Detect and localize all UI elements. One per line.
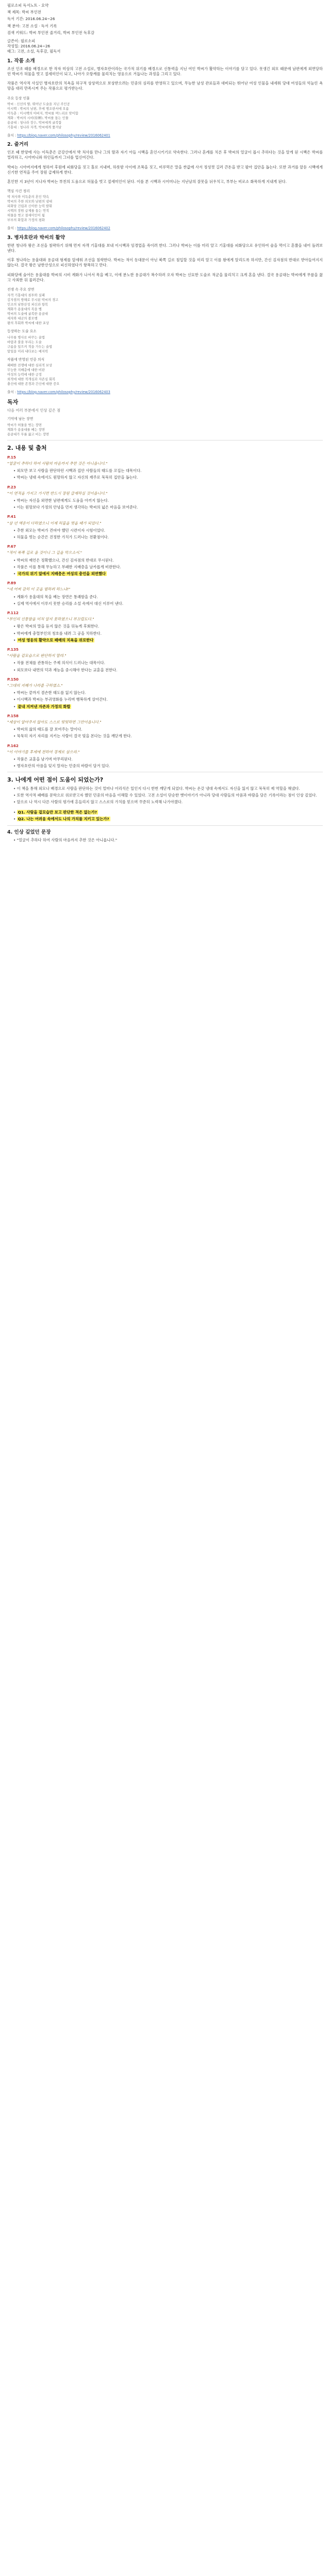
header-lines xyxy=(7,3,323,36)
intro-list-head: 주요 등장 인물 xyxy=(7,96,30,100)
list-item: 여성의 능력에 대한 긍정 xyxy=(7,372,42,377)
end-label: 4. 인상 깊었던 문장 xyxy=(7,829,51,835)
highlight-block xyxy=(7,544,323,577)
highlight-note: • 실제 역사에서 이루지 못한 승리를 소설 속에서 대신 이루어 낸다. xyxy=(13,601,323,606)
highlight-note: • 박씨는 자신을 외면한 남편에게도 도움을 아끼지 않는다. xyxy=(13,498,323,503)
divider xyxy=(7,825,323,826)
document-body xyxy=(0,0,330,860)
highlight-quote: "네 어찌 감히 이 곳을 범하려 하느냐!" xyxy=(7,587,71,592)
header-line: 독서 기간: 2016.06.24~26 xyxy=(7,16,55,22)
page-number: P.15 xyxy=(7,454,16,460)
war-list-head: 전쟁 속 주요 장면 xyxy=(7,287,35,292)
highlight-note: • 병자호란의 아픔을 잊지 말자는 민중의 바람이 담겨 있다. xyxy=(13,764,323,769)
highlight-block xyxy=(7,514,323,540)
section-title-intro: 1. 작품 소개 xyxy=(7,58,35,64)
highlight-note: • 박씨의 예언은 정확했으나, 간신 김자점의 반대로 무시된다. xyxy=(13,558,323,563)
list-item: 기홍대 : 청나라 자객, 박씨에게 쫓겨남 xyxy=(7,125,62,129)
highlight-note: • 작품은 이를 통해 무능하고 부패한 지배층을 날카롭게 비판한다. xyxy=(13,565,323,570)
page-number: P.23 xyxy=(7,484,16,489)
plot-list xyxy=(7,195,323,223)
page-number: P.150 xyxy=(7,676,19,682)
highlight-quote: "그대의 지혜가 나라를 구하였소." xyxy=(7,683,63,688)
header-line: 검색 키워드: 박씨 부인전 줄거리, 박씨 부인전 독후감 xyxy=(7,30,95,35)
war-paragraph: 피화당에 숨어든 용울대를 박씨의 시비 계화가 나서서 목을 베고, 이에 분노한 용골대가 복수하러 오자 박씨는 신묘한 도술로 적군을 물리치고 크게 혼을 낸다. 결국 용골대는 박씨에게 무릎을 꿇고 사죄한 뒤 물러간다. xyxy=(7,272,323,282)
highlight-quote: "사람을 겉모습으로 판단하지 말라." xyxy=(7,653,67,658)
header-meta xyxy=(7,39,323,55)
list-item: 바람과 불을 부리는 도술 xyxy=(7,340,42,344)
highlight-block xyxy=(7,581,323,606)
highlight-emphasis xyxy=(13,638,323,643)
page-number: P.158 xyxy=(7,713,19,718)
highlight-quote: "적이 북쪽 길로 올 것이니 그 길을 막으소서." xyxy=(7,550,82,555)
war-list3 xyxy=(7,363,323,386)
meta-line: 태그: 고전, 소설, 독후감, 필독서 xyxy=(7,49,61,54)
highlight-note: • 박씨는 냉대 속에서도 원망하지 않고 자신의 재주로 묵묵히 집안을 돕는다. xyxy=(13,475,323,480)
source-link[interactable]: https://blog.naver.com/philosophy/review/2016062403 xyxy=(17,389,110,394)
list-item: 충신에 대한 존경과 간신에 대한 증오 xyxy=(7,382,60,386)
highlight-note: • 계화가 용울대의 목을 베는 장면은 통쾌함을 준다. xyxy=(13,595,323,600)
list-item: 용골대 : 청나라 장수, 박씨에게 굴복함 xyxy=(7,121,62,125)
closing-highlight xyxy=(13,817,323,822)
closing-bullet: • 앞으로 나 역시 다른 사람의 평가에 흔들리지 않고 스스로의 가치를 믿으며 꾸준히 노력해 나가야겠다. xyxy=(13,800,323,805)
list-item: 이시백 : 박씨의 남편, 후에 병조판서에 오름 xyxy=(7,107,69,111)
list-item: 박씨의 도술에 굴복한 용골대 xyxy=(7,312,48,316)
highlight-block xyxy=(7,455,323,481)
highlight-quote: "이 이야기를 후세에 전하여 경계로 삼으라." xyxy=(7,749,80,754)
highlight-emphasis xyxy=(13,704,323,709)
header-line: 필로소피 독서노트 - 요약 xyxy=(7,3,49,8)
highlight-note: • 왕은 박씨의 말을 듣지 않은 것을 뒤늦게 후회한다. xyxy=(13,624,323,629)
highlight-block xyxy=(7,743,323,769)
war-paragraph: 한편 청나라 왕은 조선을 침략하기 위해 먼저 자객 기홍대를 보내 이시백과 임경업을 죽이려 한다. 그러나 박씨는 이를 미리 알고 기홍대를 피화당으로 유인하여 술을 먹이고 혼쭐을 내어 돌려보낸다. xyxy=(7,243,323,253)
thoughts-list-head: 기억에 남는 장면 xyxy=(7,417,34,421)
highlight-quote: "세상이 알아주지 않아도 스스로 떳떳하면 그만이옵니다." xyxy=(7,720,102,725)
source-label: 출처 : xyxy=(7,389,16,394)
plot-list-head: 핵심 사건 정리 xyxy=(7,189,30,194)
source-line xyxy=(7,226,323,231)
intro-list xyxy=(7,102,323,130)
plot-paragraph: 박씨는 시아버지에게 청하여 후원에 피화당을 짓고 홀로 지내며, 하룻밤 사이에 조복을 짓고, 비루먹은 말을 싼값에 사서 정성껏 길러 큰돈을 받고 팔아 집안을 돕는다. 또한 과거를 앞둔 시백에게 신기한 연적을 주어 장원 급제하게 한다. xyxy=(7,164,323,175)
list-item: 허물을 벗고 절세미인이 됨 xyxy=(7,214,45,218)
war-list2 xyxy=(7,335,323,354)
list-item: 인조의 남한산성 피신과 항복 xyxy=(7,303,48,307)
page-number: P.162 xyxy=(7,743,19,748)
section-title-thoughts: 독자 xyxy=(7,398,19,405)
war-list xyxy=(7,293,323,326)
list-item: 피화당 건립과 신이한 능력 발휘 xyxy=(7,205,53,209)
highlight-block xyxy=(7,714,323,739)
meta-line: 작성일: 2016.06.24~26 xyxy=(7,44,51,49)
header-line: 책 분야: 고전 소설 · 독서 기록 xyxy=(7,23,57,28)
section-title-highlights: 2. 내용 및 출처 xyxy=(7,444,47,451)
list-item: 세자와 대군의 볼모행 xyxy=(7,317,38,321)
section-title-closing: 3. 나에게 어떤 점이 도움이 되었는가? xyxy=(7,776,104,784)
highlight-quote: "삼 년 액운이 다하였으니 이제 허물을 벗을 때가 되었다." xyxy=(7,520,102,526)
page-number: P.112 xyxy=(7,610,19,615)
closing-highlights xyxy=(7,810,323,822)
highlight-note: • 박씨의 삶의 태도를 잘 보여주는 말이다. xyxy=(13,727,323,732)
highlight-block xyxy=(7,611,323,643)
highlight-note: • 박씨에게 충렬부인의 칭호를 내려 그 공을 치하한다. xyxy=(13,631,323,636)
highlight-block xyxy=(7,677,323,709)
list-item: 자객 기홍대의 침투와 실패 xyxy=(7,294,45,298)
list-item: 패배한 전쟁에 대한 심리적 보상 xyxy=(7,363,53,367)
meta-line: 글쓴이: 필로소피 xyxy=(7,39,36,44)
highlights-list xyxy=(7,455,323,769)
intro-paragraph: 작품은 역사적 사실인 병자호란의 치욕을 허구적 상상력으로 보상받으려는 민중의 심리를 반영하고 있으며, 무능한 남성 관료들과 대비되는 뛰어난 여성 인물을 내세워 당대 여성들의 억눌린 욕망을 대리 만족시켜 주는 작품으로 평가받는다. xyxy=(7,81,323,91)
list-item: 김자점의 방해로 무시된 박씨의 경고 xyxy=(7,298,59,302)
highlight-note: • 외모만 보고 사람을 판단하던 시백과 집안 사람들의 태도를 꼬집는 대목이다. xyxy=(13,468,323,473)
highlight-note: • 이시백과 박씨는 부귀영화를 누리며 행복하게 살아간다. xyxy=(13,697,323,702)
source-line xyxy=(7,133,323,138)
closing-bullet: • 또한 역사적 패배를 문학으로 위로받고자 했던 민중의 마음을 이해할 수 있었다. 고전 소설이 단순한 옛이야기가 아니라 당대 사람들의 아픔과 바람을 담은 기록이라는 점이 인상 깊었다. xyxy=(13,793,323,798)
highlight-text: 끝내 지켜낸 자존과 가정의 화합 xyxy=(18,704,71,709)
war-list2-head: 등장하는 도술 요소 xyxy=(7,329,37,334)
highlight-text: Q1. 사람을 겉모습만 보고 판단한 적은 없는가? xyxy=(18,810,97,815)
thoughts-list xyxy=(7,423,323,437)
highlight-text: 국가의 위기 앞에서 지배층은 여성의 충언을 외면했다 xyxy=(18,571,106,576)
list-item: 박씨의 추한 외모와 남편의 냉대 xyxy=(7,200,53,204)
highlight-note: • 외모보다 내면의 덕과 재능을 중시해야 한다는 교훈을 전한다. xyxy=(13,668,323,673)
list-item: 계화 : 박씨의 시비(侍婢), 박씨를 돕는 인물 xyxy=(7,116,69,120)
highlight-note: • 추한 외모는 박씨가 견뎌야 했던 시련이자 시험이었다. xyxy=(13,528,323,533)
plot-paragraph: 인조 때 한양에 사는 이득춘은 금강산에서 박 처사를 만나 그의 딸과 자기 아들 시백을 혼인시키기로 약속한다. 그러나 혼례를 치른 후 박씨의 얼굴이 몹시 추하다는 것을 알게 된 시백은 박씨를 멀리하고, 시어머니와 하인들까지 그녀를 업신여긴다. xyxy=(7,150,323,160)
plot-paragraph: 혼인한 지 3년이 지나자 박씨는 부친의 도움으로 허물을 벗고 절세미인이 된다. 이를 본 시백과 시어머니는 지난날의 잘못을 뉘우치고, 부부는 비로소 화목하게 지내게 된다. xyxy=(7,179,287,184)
source-link[interactable]: https://blog.naver.com/philosophy/review/2016062402 xyxy=(17,226,110,231)
highlight-block xyxy=(7,647,323,673)
highlight-note: • 박씨는 끝까지 겸손한 태도를 잃지 않는다. xyxy=(13,690,323,696)
end-item: • "얼굴이 추하다 하여 사람의 마음까지 추한 것은 아니옵니다." xyxy=(13,838,323,843)
source-link[interactable]: https://blog.naver.com/philosophy/review/2016062401 xyxy=(17,133,110,138)
section-title-war: 3. 병자호란과 박씨의 활약 xyxy=(7,234,65,241)
list-item: 외적에 대한 적개심과 자존심 회복 xyxy=(7,377,56,381)
list-item: 박씨가 허물을 벗는 장면 xyxy=(7,423,42,427)
list-item: 앞일을 미리 내다보는 예지력 xyxy=(7,349,48,353)
list-item: 박씨 : 신선의 딸, 뛰어난 도술을 지닌 주인공 xyxy=(7,102,70,106)
list-item: 무능한 지배층에 대한 비판 xyxy=(7,368,45,372)
highlight-emphasis xyxy=(13,571,323,577)
page-number: P.89 xyxy=(7,581,16,586)
list-item: 부부의 화합과 가정의 평화 xyxy=(7,218,45,223)
list-item: 박 처사와 이득춘의 혼인 약속 xyxy=(7,195,49,199)
highlight-note: • 묵묵히 자기 자리를 지키는 사람이 결국 빛을 본다는 것을 깨닫게 한다. xyxy=(13,734,323,739)
thoughts-intro: 다음 여러 부분에서 인상 깊은 점 xyxy=(7,408,61,413)
source-line xyxy=(7,389,323,395)
highlight-text: Q2. 나는 어려움 속에서도 나의 가치를 지키고 있는가? xyxy=(18,817,109,822)
list-item: 계화가 용울대의 목을 벰 xyxy=(7,308,42,312)
highlight-quote: "이 연적을 가지고 가시면 반드시 장원 급제하실 것이옵니다." xyxy=(7,490,108,496)
page-number: P.135 xyxy=(7,647,19,652)
list-item: 용골대가 무릎 꿇고 비는 장면 xyxy=(7,432,49,436)
highlight-text: 여성 영웅의 활약으로 패배의 치욕을 위로한다 xyxy=(18,637,94,642)
highlight-note: • 작품은 교훈을 남기며 마무리된다. xyxy=(13,757,323,762)
closing-highlight xyxy=(13,810,323,815)
closing-bullet: • 이 책을 통해 외모나 배경으로 사람을 판단하는 것이 얼마나 어리석은 일인지 다시 한번 깨닫게 되었다. 박씨는 온갖 냉대 속에서도 자신을 잃지 않고 묵묵히 제 역할을 해냈다. xyxy=(13,786,323,791)
highlight-note: • 작품 전체를 관통하는 주제 의식이 드러나는 대목이다. xyxy=(13,660,323,666)
header-line: 책 제목: 박씨 부인전 xyxy=(7,10,41,15)
list-item: 왕의 후회와 박씨에 대한 포상 xyxy=(7,321,49,326)
highlight-note: • 허물을 벗는 순간은 진정한 가치가 드러나는 전환점이다. xyxy=(13,535,323,540)
war-list3-head: 작품에 반영된 민중 의식 xyxy=(7,357,45,362)
list-item: 나무를 병사로 바꾸는 술법 xyxy=(7,335,45,340)
source-label: 출처 : xyxy=(7,133,16,138)
highlight-quote: "얼굴이 추하다 하여 사람의 마음까지 추한 것은 아니옵니다." xyxy=(7,461,108,466)
page-number: P.41 xyxy=(7,514,16,519)
source-label: 출처 : xyxy=(7,226,16,231)
list-item: 계화가 용울대를 베는 장면 xyxy=(7,428,45,432)
highlight-quote: "부인의 신통함을 미처 알지 못하였으니 부끄럽도다." xyxy=(7,617,94,622)
list-item: 이득춘 : 이시백의 아버지, 박씨를 며느리로 맞이함 xyxy=(7,111,78,115)
list-item: 시백의 장원 급제를 돕는 연적 xyxy=(7,209,49,213)
highlight-note: • 이는 원망보다 가정의 안녕을 먼저 생각하는 박씨의 넓은 마음을 보여준다. xyxy=(13,505,323,510)
section-title-plot: 2. 줄거리 xyxy=(7,142,29,148)
page-number: P.67 xyxy=(7,544,16,549)
list-item: 구름을 일으켜 적을 가두는 술법 xyxy=(7,345,53,349)
highlight-block xyxy=(7,485,323,511)
intro-paragraph: 조선 인조 때를 배경으로 한 작자 미상의 고전 소설로, 병자호란이라는 국가적 위기를 배경으로 신통력을 지닌 여인 박씨가 활약하는 이야기를 담고 있다. 못생긴 외모 때문에 남편에게 외면당하던 박씨가 허물을 벗고 절세미인이 되고, 나아가 오랑캐를 물리치는 영웅으로 거듭나는 과정을 그리고 있다. xyxy=(7,66,323,77)
war-paragraph: 이후 청나라는 용울대와 용골대 형제를 앞세워 조선을 침략한다. 박씨는 적이 동대문이 아닌 북쪽 길로 침입할 것을 미리 알고 이를 왕에게 알리도록 하지만, 간신 김자점의 반대로 받아들여지지 않는다. 결국 왕은 남한산성으로 피신하였다가 항복하고 만다. xyxy=(7,258,323,268)
